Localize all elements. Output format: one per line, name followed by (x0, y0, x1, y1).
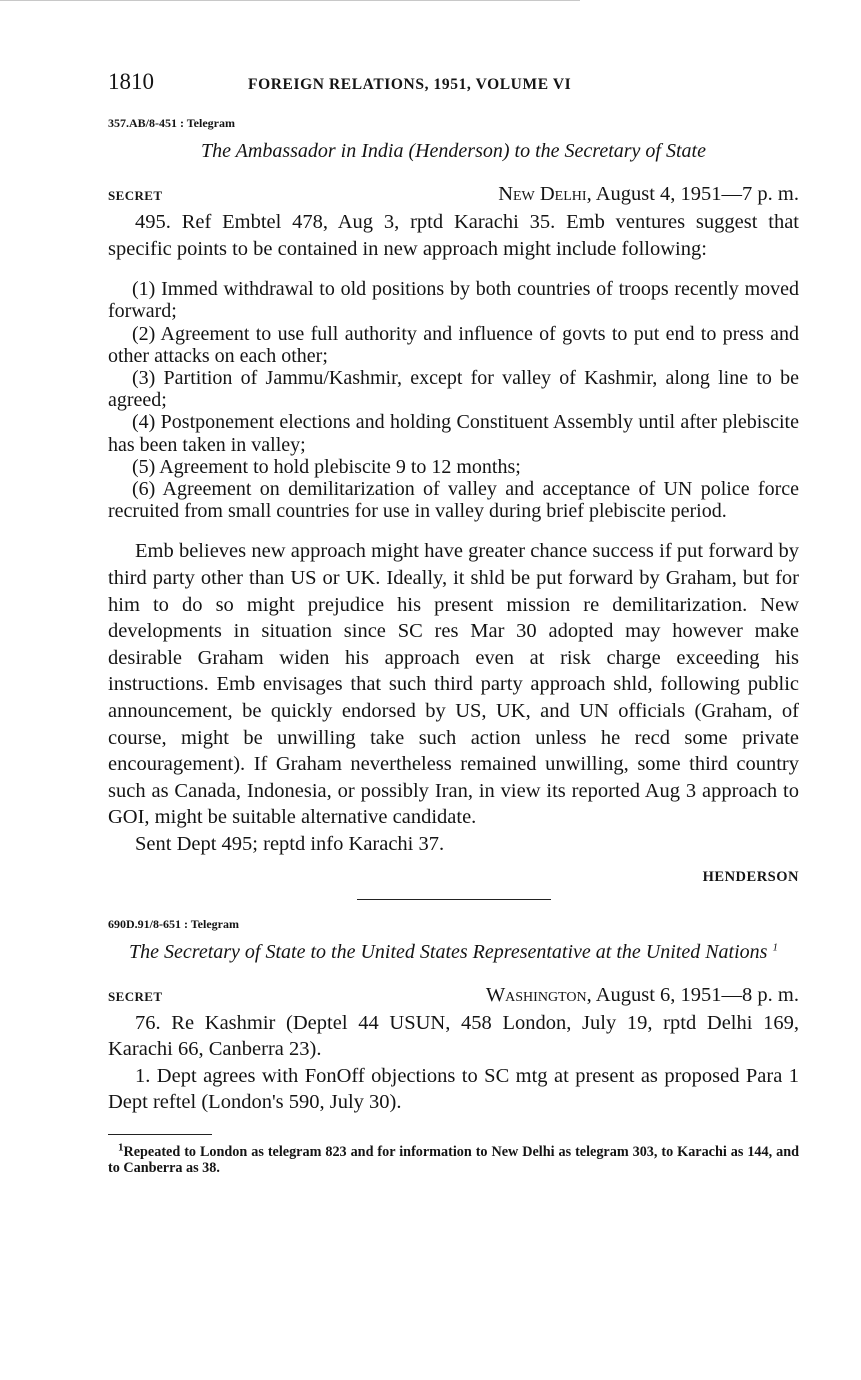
running-title: FOREIGN RELATIONS, 1951, VOLUME VI (248, 76, 572, 93)
doc2-paragraph-1: 76. Re Kashmir (Deptel 44 USUN, 458 London, July 19, rptd Delhi 169, Karachi 66, Canberra 23). (108, 1011, 799, 1061)
doc1-place: New Delhi (498, 183, 587, 205)
doc1-sent-line: Sent Dept 495; reptd info Karachi 37. (135, 832, 445, 855)
doc2-paragraph-2: 1. Dept agrees with FonOff objections to SC mtg at present as proposed Para 1 Dept reftel (London's 590, July 30). (108, 1064, 799, 1114)
doc1-place-date (498, 181, 799, 207)
doc1-opening-paragraph: 495. Ref Embtel 478, Aug 3, rptd Karachi 35. Emb ventures suggest that specific points to be contained in new approach might include following: (108, 211, 799, 260)
doc2-classification: SECRET (108, 988, 163, 1004)
doc1-signature: HENDERSON (702, 868, 799, 885)
list-item: (1) Immed withdrawal to old positions by both countries of troops recently moved forward; (108, 278, 799, 323)
doc2-heading-text: The Secretary of State to the United States Representative at the United Nations (129, 940, 768, 963)
footnote-rule (108, 1134, 212, 1135)
doc1-classification: SECRET (108, 188, 163, 203)
doc2-place: Washington (485, 983, 587, 1006)
section-divider (357, 899, 551, 900)
list-item: (4) Postponement elections and holding Constituent Assembly until after plebiscite has been taken in valley; (108, 411, 799, 456)
footnote-marker: 1 (118, 1141, 124, 1154)
top-edge-rule (0, 0, 580, 1)
doc2-date: , August 6, 1951—8 p. m. (586, 983, 799, 1006)
doc1-body-paragraph: Emb believes new approach might have greater chance success if put forward by third party other than US or UK. Ideally, it shld be put forward by Graham, but for him to do so might prejudice his present mission re demilitarization. New developments in situation since SC res Mar 30 adopted may however make desirable Graham widen his approach even at risk charge exceeding his instructions. Emb envisages that such third party approach shld, following public announcement, be quickly endorsed by US, UK, and UN officials (Graham, of course, might be unwilling take such action unless he recd some private encouragement). If Graham nevertheless remained unwilling, some third country such as Canada, Indonesia, or possibly Iran, in view its reported Aug 3 approach to GOI, might be suitable alternative candidate. (108, 540, 799, 829)
footnote (108, 1141, 799, 1176)
doc2-reference: 690D.91/8-651 : Telegram (108, 916, 239, 931)
list-item: (6) Agreement on demilitarization of valley and acceptance of UN police force recruited from small countries for use in valley during brief plebiscite period. (108, 478, 799, 523)
doc2-dateline (108, 982, 799, 1010)
running-head (108, 68, 799, 99)
doc2-footnote-marker: 1 (772, 940, 778, 953)
list-item: (5) Agreement to hold plebiscite 9 to 12 months; (132, 455, 521, 478)
doc2-heading (108, 940, 799, 964)
doc1-dateline (108, 181, 799, 209)
doc1-heading: The Ambassador in India (Henderson) to the Secretary of State (201, 140, 706, 162)
list-item: (3) Partition of Jammu/Kashmir, except for valley of Kashmir, along line to be agreed; (108, 367, 799, 412)
doc1-reference: 357.AB/8-451 : Telegram (108, 116, 235, 130)
doc2-place-date (486, 982, 799, 1008)
list-item: (2) Agreement to use full authority and influence of govts to put end to press and other attacks on each other; (108, 322, 799, 367)
page-number: 1810 (108, 69, 154, 94)
doc1-date: , August 4, 1951—7 p. m. (586, 183, 799, 205)
doc1-point-list (108, 278, 799, 522)
footnote-text: Repeated to London as telegram 823 and for information to New Delhi as telegram 303, to Karachi as 144, and to Canberra as 38. (108, 1143, 799, 1176)
